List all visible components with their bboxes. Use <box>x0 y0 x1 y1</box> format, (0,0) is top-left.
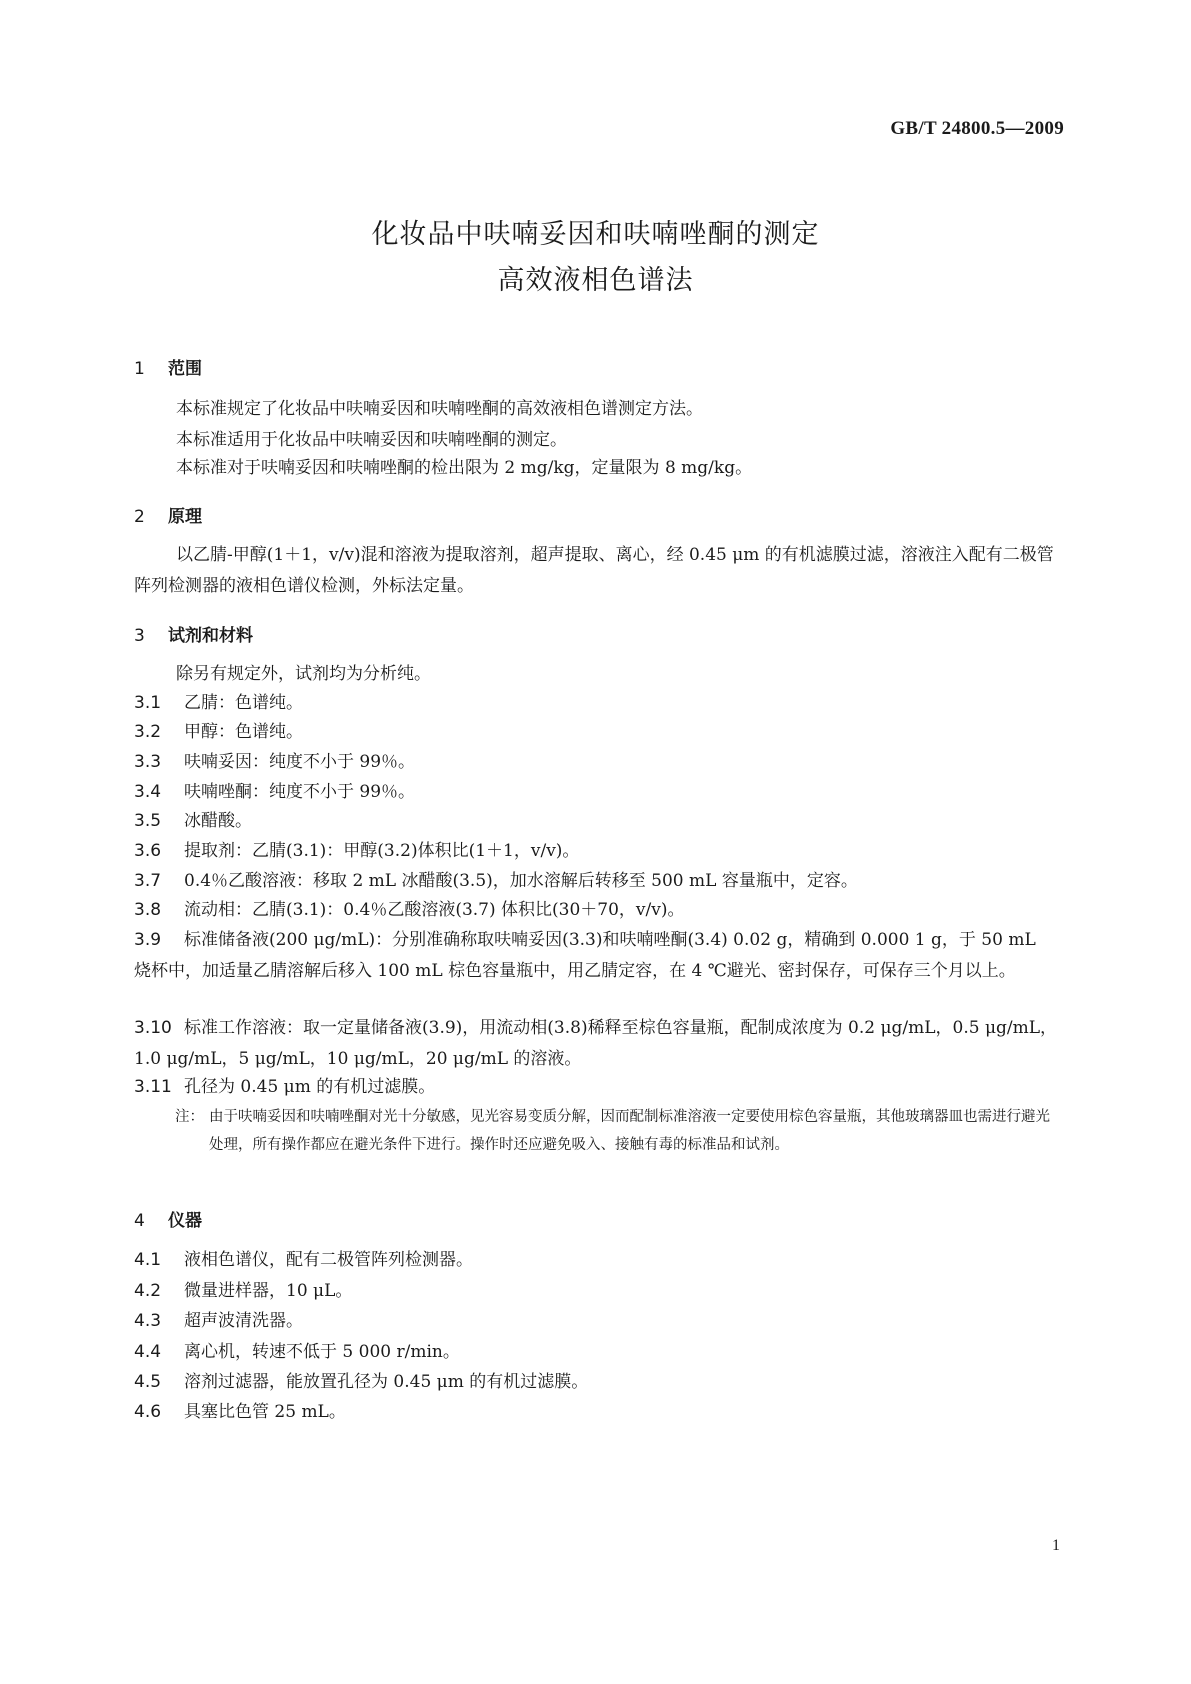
list-item <box>134 1245 1058 1276</box>
section-number: 4 <box>134 1211 145 1231</box>
section-title: 试剂和材料 <box>168 626 253 646</box>
list-item <box>134 895 1058 926</box>
item-number: 3.4 <box>134 782 162 802</box>
list-item <box>134 777 1058 808</box>
item-text: 具塞比色管 25 mL。 <box>184 1402 346 1422</box>
list-item <box>134 1337 1058 1368</box>
page-number: 1 <box>1052 1537 1060 1554</box>
item-text: 超声波清洗器。 <box>184 1311 303 1331</box>
item-text: 液相色谱仪，配有二极管阵列检测器。 <box>184 1250 473 1270</box>
item-text: 流动相：乙腈(3.1)：0.4％乙酸溶液(3.7) 体积比(30＋70，v/v)。 <box>184 900 685 920</box>
list-item <box>134 747 1058 778</box>
item-text: 溶剂过滤器，能放置孔径为 0.45 μm 的有机过滤膜。 <box>184 1372 589 1392</box>
item-number: 3.5 <box>134 811 162 831</box>
section-title: 原理 <box>168 507 202 527</box>
item-text: 离心机，转速不低于 5 000 r/min。 <box>184 1342 460 1362</box>
list-item <box>134 1397 1058 1428</box>
section-number: 2 <box>134 507 145 527</box>
item-number: 3.8 <box>134 900 162 920</box>
list-item <box>134 1306 1058 1337</box>
section-number: 3 <box>134 626 145 646</box>
item-text: 0.4％乙酸溶液：移取 2 mL 冰醋酸(3.5)，加水溶解后转移至 500 mL 容量瓶中，定容。 <box>184 871 858 891</box>
item-number: 4.1 <box>134 1250 162 1270</box>
list-item <box>134 925 1058 987</box>
section-3-heading <box>134 621 253 646</box>
paragraph: 除另有规定外，试剂均为分析纯。 <box>176 664 431 684</box>
section-title: 仪器 <box>168 1211 202 1231</box>
section-number: 1 <box>134 359 145 379</box>
section-4-heading <box>134 1206 202 1231</box>
item-number: 4.5 <box>134 1372 162 1392</box>
item-number: 3.9 <box>134 930 162 950</box>
document-title <box>0 212 1191 304</box>
item-number: 4.6 <box>134 1402 162 1422</box>
title-line-1: 化妆品中呋喃妥因和呋喃唑酮的测定 <box>371 219 820 250</box>
list-item <box>134 1367 1058 1398</box>
section-title: 范围 <box>168 359 202 379</box>
item-text: 标准储备液(200 μg/mL)：分别准确称取呋喃妥因(3.3)和呋喃唑酮(3.4) 0.02 g，精确到 0.000 1 g，于 50 mL 烧杯中，加适量乙腈溶解后移入 100 mL 棕色容量瓶中，用乙腈定容，在 4 ℃避光、密封保存，可保存三个月以上。 <box>134 930 1036 981</box>
item-text: 冰醋酸。 <box>184 811 252 831</box>
item-number: 3.11 <box>134 1077 172 1097</box>
section-1-heading <box>134 354 202 379</box>
paragraph: 以乙腈-甲醇(1＋1，v/v)混和溶液为提取溶剂，超声提取、离心，经 0.45 μm 的有机滤膜过滤，溶液注入配有二极管阵列检测器的液相色谱仪检测，外标法定量。 <box>134 545 1054 596</box>
standard-code: GB/T 24800.5—2009 <box>890 118 1064 139</box>
note-text: 由于呋喃妥因和呋喃唑酮对光十分敏感，见光容易变质分解，因而配制标准溶液一定要使用棕色容量瓶，其他玻璃器皿也需进行避光处理，所有操作都应在避光条件下进行。操作时还应避免吸入、接触有毒的标准品和试剂。 <box>209 1109 1050 1153</box>
item-text: 呋喃唑酮：纯度不小于 99％。 <box>184 782 416 802</box>
list-item <box>134 806 1058 837</box>
paragraph: 本标准适用于化妆品中呋喃妥因和呋喃唑酮的测定。 <box>176 430 567 450</box>
item-text: 乙腈：色谱纯。 <box>184 693 303 713</box>
item-number: 4.2 <box>134 1281 162 1301</box>
title-line-2: 高效液相色谱法 <box>497 265 694 296</box>
item-text: 孔径为 0.45 μm 的有机过滤膜。 <box>184 1077 436 1097</box>
section-2-heading <box>134 502 202 527</box>
list-item <box>134 866 1058 897</box>
item-number: 4.3 <box>134 1311 162 1331</box>
note <box>175 1103 1058 1159</box>
item-number: 3.7 <box>134 871 162 891</box>
list-item <box>134 688 1058 719</box>
item-number: 4.4 <box>134 1342 162 1362</box>
item-number: 3.2 <box>134 722 162 742</box>
item-number: 3.3 <box>134 752 162 772</box>
item-text: 提取剂：乙腈(3.1)：甲醇(3.2)体积比(1＋1，v/v)。 <box>184 841 580 861</box>
item-number: 3.10 <box>134 1018 172 1038</box>
item-number: 3.1 <box>134 693 162 713</box>
item-text: 标准工作溶液：取一定量储备液(3.9)，用流动相(3.8)稀释至棕色容量瓶，配制成浓度为 0.2 μg/mL，0.5 μg/mL，1.0 μg/mL，5 μg/mL，10 μg/mL，20 μg/mL 的溶液。 <box>134 1018 1058 1069</box>
note-label: 注： <box>175 1109 204 1125</box>
list-item <box>134 717 1058 748</box>
list-item <box>134 1072 1058 1103</box>
list-item <box>134 836 1058 867</box>
paragraph: 本标准对于呋喃妥因和呋喃唑酮的检出限为 2 mg/kg，定量限为 8 mg/kg。 <box>176 458 753 478</box>
item-number: 3.6 <box>134 841 162 861</box>
item-text: 甲醇：色谱纯。 <box>184 722 303 742</box>
item-text: 微量进样器，10 μL。 <box>184 1281 353 1301</box>
list-item <box>134 1276 1058 1307</box>
list-item <box>134 1013 1058 1075</box>
item-text: 呋喃妥因：纯度不小于 99％。 <box>184 752 416 772</box>
paragraph: 本标准规定了化妆品中呋喃妥因和呋喃唑酮的高效液相色谱测定方法。 <box>176 399 703 419</box>
